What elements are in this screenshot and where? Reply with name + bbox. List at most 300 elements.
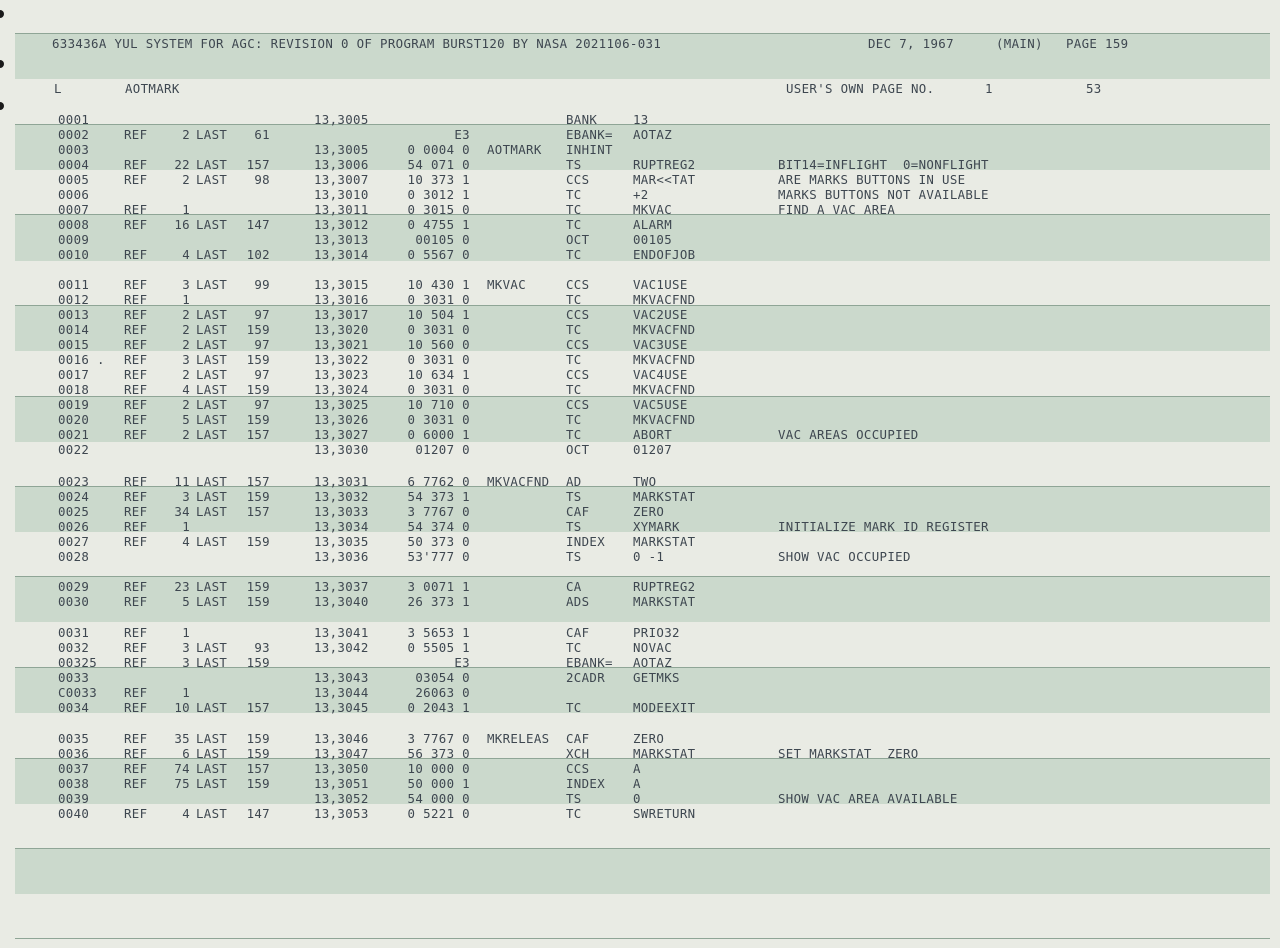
last-label: LAST [196, 427, 228, 442]
listing-row [0, 807, 1280, 822]
listing-row [0, 128, 1280, 143]
hole-mark [0, 60, 4, 68]
last-label: LAST [196, 217, 228, 232]
opcode: TC [566, 806, 582, 821]
opcode: XCH [566, 746, 590, 761]
last-page: 93 [254, 640, 270, 655]
last-page: 159 [246, 412, 270, 427]
listing-row [0, 626, 1280, 641]
ref-label: REF [124, 337, 148, 352]
ref-count: 35 [174, 731, 190, 746]
last-label: LAST [196, 322, 228, 337]
octal-word: 26063 0 [415, 685, 470, 700]
ref-count: 74 [174, 761, 190, 776]
operand: MARKSTAT [633, 746, 696, 761]
ref-label: REF [124, 685, 148, 700]
operand: ZERO [633, 504, 665, 519]
ref-count: 4 [182, 534, 190, 549]
last-label: LAST [196, 127, 228, 142]
opcode: TC [566, 187, 582, 202]
octal-word: 10 373 1 [407, 172, 470, 187]
ref-label: REF [124, 534, 148, 549]
line-number: 0009 [58, 232, 90, 247]
ref-label: REF [124, 776, 148, 791]
opcode: EBANK= [566, 127, 613, 142]
octal-word: 10 504 1 [407, 307, 470, 322]
line-number: 0012 [58, 292, 90, 307]
last-label: LAST [196, 367, 228, 382]
last-page: 97 [254, 397, 270, 412]
operand: A [633, 776, 641, 791]
last-label: LAST [196, 504, 228, 519]
operand: MKVACFND [633, 412, 696, 427]
line-number: 0017 [58, 367, 90, 382]
listing-row [0, 656, 1280, 671]
listing-row [0, 475, 1280, 490]
ref-label: REF [124, 382, 148, 397]
ref-count: 1 [182, 625, 190, 640]
operand: MAR<<TAT [633, 172, 696, 187]
opcode: TS [566, 489, 582, 504]
operand: MARKSTAT [633, 534, 696, 549]
ref-count: 16 [174, 217, 190, 232]
last-page: 159 [246, 352, 270, 367]
listing-row [0, 747, 1280, 762]
listing-row [0, 701, 1280, 716]
opcode: CCS [566, 172, 590, 187]
octal-word: 3 5653 1 [407, 625, 470, 640]
last-label: LAST [196, 382, 228, 397]
opcode: INHINT [566, 142, 613, 157]
line-number: 0010 [58, 247, 90, 262]
octal-word: 54 373 1 [407, 489, 470, 504]
address: 13,3015 [314, 277, 369, 292]
operand: +2 [633, 187, 649, 202]
ref-count: 3 [182, 352, 190, 367]
ref-label: REF [124, 427, 148, 442]
address: 13,3045 [314, 700, 369, 715]
last-page: 157 [246, 761, 270, 776]
address: 13,3017 [314, 307, 369, 322]
last-page: 97 [254, 307, 270, 322]
listing-row [0, 218, 1280, 233]
line-number: 0007 [58, 202, 90, 217]
last-label: LAST [196, 594, 228, 609]
last-label: LAST [196, 397, 228, 412]
users-page-label: USER'S OWN PAGE NO. [786, 81, 935, 96]
ref-label: REF [124, 746, 148, 761]
octal-word: 3 0071 1 [407, 579, 470, 594]
listing-date: DEC 7, 1967 [868, 36, 954, 51]
opcode: TS [566, 549, 582, 564]
last-page: 159 [246, 746, 270, 761]
address: 13,3040 [314, 594, 369, 609]
operand: ALARM [633, 217, 673, 232]
listing-row [0, 777, 1280, 792]
line-number: 0037 [58, 761, 90, 776]
ref-label: REF [124, 322, 148, 337]
operand: VAC4USE [633, 367, 688, 382]
address: 13,3021 [314, 337, 369, 352]
operand: RUPTREG2 [633, 579, 696, 594]
listing-row [0, 308, 1280, 323]
operand: MKVAC [633, 202, 673, 217]
ref-label: REF [124, 579, 148, 594]
octal-word: 0 3031 0 [407, 292, 470, 307]
line-number: 0018 [58, 382, 90, 397]
listing-row [0, 595, 1280, 610]
ref-label: REF [124, 127, 148, 142]
last-label: LAST [196, 157, 228, 172]
last-page: 61 [254, 127, 270, 142]
octal-word: E3 [454, 655, 470, 670]
ref-count: 3 [182, 277, 190, 292]
opcode: TC [566, 247, 582, 262]
address: 13,3016 [314, 292, 369, 307]
operand: GETMKS [633, 670, 680, 685]
listing-row [0, 550, 1280, 565]
ref-label: REF [124, 655, 148, 670]
ref-count: 3 [182, 489, 190, 504]
paper-band [15, 848, 1270, 894]
octal-word: 53'777 0 [407, 549, 470, 564]
address: 13,3023 [314, 367, 369, 382]
line-number: 0013 [58, 307, 90, 322]
ref-label: REF [124, 700, 148, 715]
last-label: LAST [196, 352, 228, 367]
octal-word: 56 373 0 [407, 746, 470, 761]
last-page: 102 [246, 247, 270, 262]
octal-word: 0 3031 0 [407, 352, 470, 367]
paper-rule [15, 938, 1270, 939]
operand: VAC5USE [633, 397, 688, 412]
opcode: TC [566, 700, 582, 715]
address: 13,3053 [314, 806, 369, 821]
ref-count: 4 [182, 382, 190, 397]
operand: RUPTREG2 [633, 157, 696, 172]
opcode: INDEX [566, 534, 606, 549]
ref-label: REF [124, 761, 148, 776]
line-number: 0001 [58, 112, 90, 127]
last-page: 159 [246, 579, 270, 594]
octal-word: 54 000 0 [407, 791, 470, 806]
octal-word: 50 373 0 [407, 534, 470, 549]
address: 13,3050 [314, 761, 369, 776]
octal-word: 03054 0 [415, 670, 470, 685]
address: 13,3052 [314, 791, 369, 806]
octal-word: 0 5567 0 [407, 247, 470, 262]
opcode: OCT [566, 232, 590, 247]
octal-word: 00105 0 [415, 232, 470, 247]
comment: SET MARKSTAT ZERO [778, 746, 919, 761]
last-page: 97 [254, 337, 270, 352]
ref-count: 10 [174, 700, 190, 715]
ref-label: REF [124, 519, 148, 534]
line-number: 0003 [58, 142, 90, 157]
ref-count: 1 [182, 519, 190, 534]
line-number: 0005 [58, 172, 90, 187]
subheader-right-number: 53 [1086, 81, 1102, 96]
opcode: TS [566, 157, 582, 172]
log-section-code: L [54, 81, 62, 96]
opcode: AD [566, 474, 582, 489]
opcode: OCT [566, 442, 590, 457]
symbol-label: MKVACFND [487, 474, 550, 489]
listing-title: 633436A YUL SYSTEM FOR AGC: REVISION 0 OF PROGRAM BURST120 BY NASA 2021106-031 [52, 36, 662, 51]
ref-label: REF [124, 489, 148, 504]
page-number: PAGE 159 [1066, 36, 1129, 51]
last-label: LAST [196, 412, 228, 427]
operand: AOTAZ [633, 655, 673, 670]
opcode: BANK [566, 112, 598, 127]
last-page: 159 [246, 776, 270, 791]
line-number: 0004 [58, 157, 90, 172]
line-number: 0016 . [58, 352, 105, 367]
operand: XYMARK [633, 519, 680, 534]
listing-row [0, 113, 1280, 128]
ref-count: 1 [182, 292, 190, 307]
last-page: 159 [246, 731, 270, 746]
ref-count: 2 [182, 337, 190, 352]
line-number: 0029 [58, 579, 90, 594]
last-page: 98 [254, 172, 270, 187]
operand: VAC3USE [633, 337, 688, 352]
listing-row [0, 535, 1280, 550]
operand: MKVACFND [633, 322, 696, 337]
octal-word: 0 3031 0 [407, 382, 470, 397]
ref-count: 5 [182, 412, 190, 427]
line-number: 0006 [58, 187, 90, 202]
last-page: 159 [246, 655, 270, 670]
address: 13,3025 [314, 397, 369, 412]
operand: ABORT [633, 427, 673, 442]
address: 13,3036 [314, 549, 369, 564]
octal-word: 0 4755 1 [407, 217, 470, 232]
listing-row [0, 188, 1280, 203]
listing-row [0, 323, 1280, 338]
symbol-label: MKRELEAS [487, 731, 550, 746]
ref-label: REF [124, 474, 148, 489]
last-page: 157 [246, 157, 270, 172]
line-number: 0038 [58, 776, 90, 791]
line-number: 0019 [58, 397, 90, 412]
last-label: LAST [196, 731, 228, 746]
log-section-name: AOTMARK [125, 81, 180, 96]
ref-label: REF [124, 172, 148, 187]
address: 13,3051 [314, 776, 369, 791]
ref-count: 5 [182, 594, 190, 609]
line-number: 0028 [58, 549, 90, 564]
address: 13,3041 [314, 625, 369, 640]
address: 13,3042 [314, 640, 369, 655]
listing-row [0, 173, 1280, 188]
operand: ZERO [633, 731, 665, 746]
last-page: 159 [246, 489, 270, 504]
line-number: 0022 [58, 442, 90, 457]
operand: 01207 [633, 442, 673, 457]
octal-word: 0 3015 0 [407, 202, 470, 217]
line-number: 0015 [58, 337, 90, 352]
ref-count: 2 [182, 172, 190, 187]
listing-section: (MAIN) [996, 36, 1043, 51]
operand: MKVACFND [633, 382, 696, 397]
address: 13,3032 [314, 489, 369, 504]
address: 13,3026 [314, 412, 369, 427]
octal-word: 0 2043 1 [407, 700, 470, 715]
ref-count: 2 [182, 322, 190, 337]
octal-word: 50 000 1 [407, 776, 470, 791]
last-page: 159 [246, 322, 270, 337]
opcode: TC [566, 382, 582, 397]
line-number: 0032 [58, 640, 90, 655]
octal-word: 0 5505 1 [407, 640, 470, 655]
last-label: LAST [196, 746, 228, 761]
opcode: CAF [566, 504, 590, 519]
opcode: CA [566, 579, 582, 594]
ref-label: REF [124, 731, 148, 746]
line-number: 0025 [58, 504, 90, 519]
ref-label: REF [124, 625, 148, 640]
ref-label: REF [124, 504, 148, 519]
ref-count: 11 [174, 474, 190, 489]
opcode: TC [566, 292, 582, 307]
last-label: LAST [196, 776, 228, 791]
hole-mark [0, 10, 4, 18]
ref-label: REF [124, 367, 148, 382]
address: 13,3011 [314, 202, 369, 217]
listing-row [0, 353, 1280, 368]
octal-word: 54 374 0 [407, 519, 470, 534]
listing-row [0, 398, 1280, 413]
opcode: TC [566, 352, 582, 367]
operand: ENDOFJOB [633, 247, 696, 262]
ref-count: 2 [182, 367, 190, 382]
opcode: CCS [566, 277, 590, 292]
octal-word: 10 560 0 [407, 337, 470, 352]
ref-count: 2 [182, 397, 190, 412]
last-page: 157 [246, 427, 270, 442]
ref-label: REF [124, 247, 148, 262]
ref-count: 22 [174, 157, 190, 172]
octal-word: 10 634 1 [407, 367, 470, 382]
line-number: 0033 [58, 670, 90, 685]
opcode: TC [566, 427, 582, 442]
listing-row [0, 505, 1280, 520]
octal-word: 01207 0 [415, 442, 470, 457]
operand: TWO [633, 474, 657, 489]
comment: SHOW VAC AREA AVAILABLE [778, 791, 958, 806]
listing-row [0, 762, 1280, 777]
ref-count: 2 [182, 427, 190, 442]
octal-word: 10 430 1 [407, 277, 470, 292]
address: 13,3014 [314, 247, 369, 262]
last-page: 157 [246, 504, 270, 519]
opcode: TC [566, 640, 582, 655]
address: 13,3034 [314, 519, 369, 534]
opcode: TC [566, 202, 582, 217]
address: 13,3013 [314, 232, 369, 247]
address: 13,3031 [314, 474, 369, 489]
opcode: TC [566, 217, 582, 232]
octal-word: 3 7767 0 [407, 504, 470, 519]
ref-count: 3 [182, 640, 190, 655]
ref-count: 2 [182, 307, 190, 322]
line-number: 0014 [58, 322, 90, 337]
last-page: 157 [246, 474, 270, 489]
last-page: 157 [246, 700, 270, 715]
octal-word: 0 3012 1 [407, 187, 470, 202]
users-page-number: 1 [985, 81, 993, 96]
line-number: 0020 [58, 412, 90, 427]
opcode: 2CADR [566, 670, 606, 685]
opcode: TC [566, 412, 582, 427]
octal-word: 26 373 1 [407, 594, 470, 609]
last-label: LAST [196, 307, 228, 322]
last-label: LAST [196, 579, 228, 594]
opcode: TC [566, 322, 582, 337]
listing-row [0, 792, 1280, 807]
ref-count: 2 [182, 127, 190, 142]
operand: MARKSTAT [633, 489, 696, 504]
listing-row [0, 428, 1280, 443]
operand: MODEEXIT [633, 700, 696, 715]
ref-label: REF [124, 277, 148, 292]
address: 13,3007 [314, 172, 369, 187]
address: 13,3037 [314, 579, 369, 594]
line-number: 0027 [58, 534, 90, 549]
operand: 13 [633, 112, 649, 127]
last-label: LAST [196, 761, 228, 776]
last-page: 147 [246, 806, 270, 821]
listing-row [0, 443, 1280, 458]
listing-row [0, 732, 1280, 747]
comment: ARE MARKS BUTTONS IN USE [778, 172, 966, 187]
comment: MARKS BUTTONS NOT AVAILABLE [778, 187, 989, 202]
ref-label: REF [124, 352, 148, 367]
address: 13,3033 [314, 504, 369, 519]
opcode: TS [566, 519, 582, 534]
operand: VAC1USE [633, 277, 688, 292]
octal-word: 0 6000 1 [407, 427, 470, 442]
address: 13,3047 [314, 746, 369, 761]
last-label: LAST [196, 489, 228, 504]
octal-word: 6 7762 0 [407, 474, 470, 489]
ref-label: REF [124, 202, 148, 217]
listing-row [0, 278, 1280, 293]
last-label: LAST [196, 806, 228, 821]
last-label: LAST [196, 640, 228, 655]
address: 13,3044 [314, 685, 369, 700]
octal-word: 10 710 0 [407, 397, 470, 412]
listing-row [0, 641, 1280, 656]
line-number: 0008 [58, 217, 90, 232]
comment: FIND A VAC AREA [778, 202, 896, 217]
comment: INITIALIZE MARK ID REGISTER [778, 519, 989, 534]
listing-row [0, 203, 1280, 218]
address: 13,3005 [314, 142, 369, 157]
operand: AOTAZ [633, 127, 673, 142]
ref-label: REF [124, 307, 148, 322]
operand: MKVACFND [633, 292, 696, 307]
opcode: CCS [566, 367, 590, 382]
octal-word: 0 3031 0 [407, 412, 470, 427]
ref-count: 1 [182, 202, 190, 217]
opcode: ADS [566, 594, 590, 609]
listing-row [0, 368, 1280, 383]
listing-row [0, 143, 1280, 158]
octal-word: 3 7767 0 [407, 731, 470, 746]
listing-row [0, 383, 1280, 398]
